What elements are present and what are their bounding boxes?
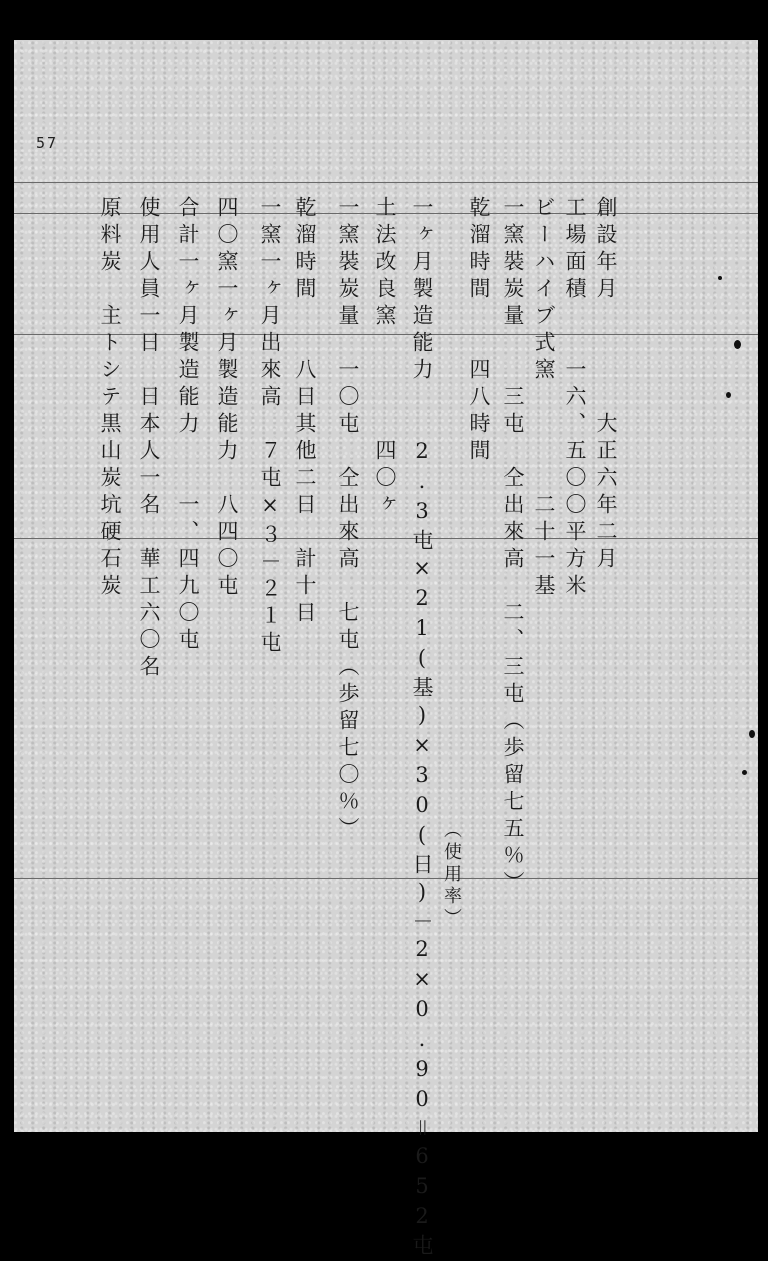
text-column-14: 原料炭 主トシテ黒山炭坑硬石炭 [98,196,122,601]
page-number: 57 [36,134,59,152]
text-column-5: 乾溜時間 四八時間 [467,196,491,466]
text-column-1: 創設年月 大正六年二月 [594,196,618,574]
text-column-9: 乾溜時間 八日其他二日 計十日 [293,196,317,628]
ruled-line [14,878,758,879]
ruled-line [14,538,758,539]
ink-speck [749,730,755,738]
text-column-3: ビーハイブ式窯 二十一基 [532,196,556,601]
text-column-6: 一ヶ月製造能力 2.3屯×21(基)×30(日)－2×0.90＝652屯 [410,196,434,1261]
text-column-12: 合計一ヶ月製造能力 一、四九〇屯 [176,196,200,655]
text-column-13: 使用人員一日 日本人一名 華工六〇名 [137,196,161,682]
document-page [14,40,758,1261]
text-column-8: 一窯裝炭量 一〇屯 仝出來高 七屯（歩留七〇％） [336,196,360,844]
usage-rate-note: （使用率） [441,820,462,930]
text-column-11: 四〇窯一ヶ月製造能力 八四〇屯 [215,196,239,601]
ink-speck [742,770,747,775]
ink-speck [718,276,722,280]
text-column-4: 一窯裝炭量 三屯 仝出來高 二、三屯（歩留七五％） [501,196,525,898]
ink-speck [726,392,731,398]
ruled-line [14,182,758,183]
text-column-7: 土法改良窯 四〇ヶ [373,196,397,520]
text-column-2: 工場面積 一六、五〇〇平方米 [563,196,587,601]
ink-speck [734,340,741,349]
text-column-10: 一窯一ヶ月出來高 ７屯×３－２１屯 [258,196,282,658]
